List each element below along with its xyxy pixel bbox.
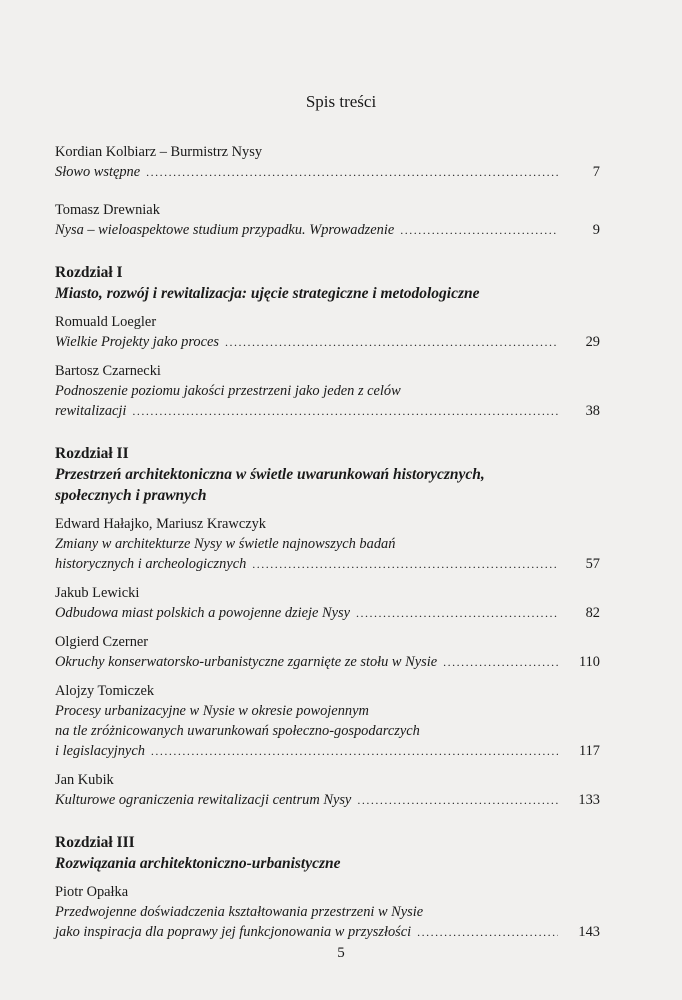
toc-entry-page-number: 133 xyxy=(578,792,600,808)
toc-entry-title-line: Zmiany w architekturze Nysy w świetle najnowszych badań xyxy=(55,536,396,552)
chapter-title-line: Miasto, rozwój i rewitalizacja: ujęcie strategiczne i metodologiczne xyxy=(55,285,480,302)
toc-entry-page-number: 9 xyxy=(592,222,600,238)
dot-leader xyxy=(151,741,558,761)
dot-leader xyxy=(252,554,558,574)
chapter-heading xyxy=(55,832,600,874)
toc-entry-page-number: 29 xyxy=(585,334,600,350)
chapter-heading xyxy=(55,262,600,304)
chapter-title-line: Przestrzeń architektoniczna w świetle uwarunkowań historycznych, xyxy=(55,466,485,483)
dot-leader xyxy=(225,332,558,352)
toc-entry-title-line xyxy=(55,790,600,810)
toc-entry xyxy=(55,312,600,352)
chapter-title-line: Rozwiązania architektoniczno-urbanistyczne xyxy=(55,855,341,872)
toc-entry-title-text: Kulturowe ograniczenia rewitalizacji centrum Nysy xyxy=(55,792,352,808)
toc-entry-title-text: jako inspiracja dla poprawy jej funkcjonowania w przyszłości xyxy=(55,924,412,940)
dot-leader xyxy=(417,922,558,942)
dot-leader xyxy=(146,162,558,182)
chapter-title-line: społecznych i prawnych xyxy=(55,487,207,504)
toc-entry-page-number: 117 xyxy=(578,743,600,759)
toc-entry-page-number: 82 xyxy=(585,605,600,621)
toc-entry-page-number: 57 xyxy=(585,556,600,572)
toc-entry-author: Piotr Opałka xyxy=(55,884,129,900)
toc-entry xyxy=(55,583,600,623)
toc-entry-title-line: Przedwojenne doświadczenia kształtowania przestrzeni w Nysie xyxy=(55,904,424,920)
toc-entry xyxy=(55,882,600,942)
toc-entry-page-number: 143 xyxy=(578,924,600,940)
toc-entry-author: Kordian Kolbiarz – Burmistrz Nysy xyxy=(55,144,263,160)
toc-entry-author: Jakub Lewicki xyxy=(55,585,140,601)
toc-entry-title-text: historycznych i archeologicznych xyxy=(55,556,247,572)
toc-entry-title-text: i legislacyjnych xyxy=(55,743,145,759)
chapter-label: Rozdział III xyxy=(55,834,135,851)
toc-entry-title-line xyxy=(55,652,600,672)
toc-entry xyxy=(55,632,600,672)
chapter-heading xyxy=(55,443,600,506)
chapter-label: Rozdział II xyxy=(55,445,129,462)
toc-entry-title-text: Słowo wstępne xyxy=(55,164,141,180)
toc-entry-title-line xyxy=(55,220,600,240)
toc-entry xyxy=(55,361,600,421)
toc-entry xyxy=(55,770,600,810)
toc-entry-page-number: 110 xyxy=(578,654,600,670)
toc-entry-title-line xyxy=(55,162,600,182)
toc-entry-author: Edward Hałajko, Mariusz Krawczyk xyxy=(55,516,266,532)
dot-leader xyxy=(400,220,558,240)
toc-entry xyxy=(55,514,600,574)
toc-entry-page-number: 38 xyxy=(585,403,600,419)
toc-entry xyxy=(55,142,600,182)
toc-entry-title-line xyxy=(55,603,600,623)
dot-leader xyxy=(132,401,558,421)
toc-entry-title-line: na tle zróżnicowanych uwarunkowań społeczno-gospodarczych xyxy=(55,723,420,739)
toc-entry-author: Romuald Loegler xyxy=(55,314,157,330)
dot-leader xyxy=(443,652,558,672)
toc-entry-author: Bartosz Czarnecki xyxy=(55,363,161,379)
toc-entry-title-text: Nysa – wieloaspektowe studium przypadku. Wprowadzenie xyxy=(55,222,395,238)
toc-entry-title-text: Okruchy konserwatorsko-urbanistyczne zgarnięte ze stołu w Nysie xyxy=(55,654,438,670)
toc-entry-author: Tomasz Drewniak xyxy=(55,202,160,218)
toc-entry-title-line xyxy=(55,401,600,421)
footer-page-number: 5 xyxy=(337,945,345,961)
toc-entry-title-line: Procesy urbanizacyjne w Nysie w okresie powojennym xyxy=(55,703,369,719)
toc-entry-title-text: Odbudowa miast polskich a powojenne dzieje Nysy xyxy=(55,605,350,621)
toc-entry-author: Olgierd Czerner xyxy=(55,634,149,650)
toc-entry-title-line xyxy=(55,554,600,574)
toc-entry-title-text: rewitalizacji xyxy=(55,403,127,419)
toc-entry xyxy=(55,200,600,240)
toc-entry-title-line xyxy=(55,922,600,942)
toc-entry-author: Alojzy Tomiczek xyxy=(55,683,155,699)
toc-entry-title-line xyxy=(55,741,600,761)
page-title: Spis treści xyxy=(305,92,377,111)
toc-entry xyxy=(55,681,600,761)
toc-entry-title-line xyxy=(55,332,600,352)
toc-entry-title-line: Podnoszenie poziomu jakości przestrzeni jako jeden z celów xyxy=(55,383,401,399)
toc-entry-title-text: Wielkie Projekty jako proces xyxy=(55,334,219,350)
toc-entry-page-number: 7 xyxy=(592,164,600,180)
dot-leader xyxy=(356,603,558,623)
toc-entry-author: Jan Kubik xyxy=(55,772,114,788)
dot-leader xyxy=(357,790,558,810)
chapter-label: Rozdział I xyxy=(55,264,123,281)
table-of-contents xyxy=(55,142,600,942)
